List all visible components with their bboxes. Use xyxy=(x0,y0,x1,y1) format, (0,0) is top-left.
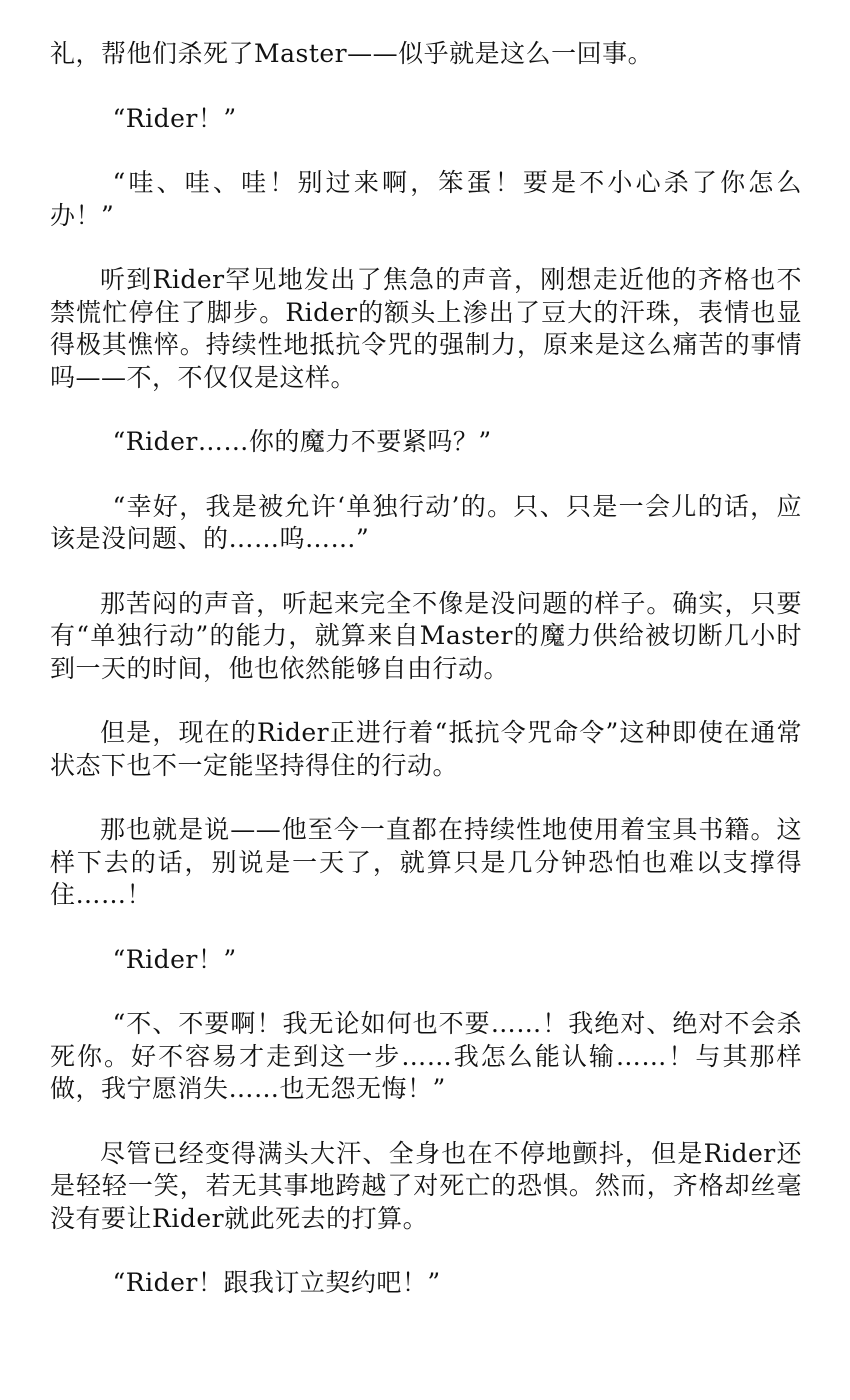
dialogue-line-2: “Rider！” xyxy=(112,103,237,133)
paragraph-8: 但是，现在的Rider正进行着“抵抗令咒命令”这种即使在通常状态下也不一定能坚持得住的行动。 xyxy=(50,718,802,780)
paragraph-9: 那也就是说——他至今一直都在持续性地使用着宝具书籍。这样下去的话，别说是一天了，就算只是几分钟恐怕也难以支撑得住……！ xyxy=(50,815,802,909)
paragraph-12: 尽管已经变得满头大汗、全身也在不停地颤抖，但是Rider还是轻轻一笑，若无其事地跨越了对死亡的恐惧。然而，齐格却丝毫没有要让Rider就此死去的打算。 xyxy=(50,1138,802,1233)
dialogue-line-6: “幸好，我是被允许‘单独行动’的。只、只是一会儿的话，应该是没问题、的……呜……” xyxy=(50,491,802,553)
paragraph-1: 礼，帮他们杀死了Master——似乎就是这么一回事。 xyxy=(50,39,654,68)
paragraph-4: 听到Rider罕见地发出了焦急的声音，刚想走近他的齐格也不禁慌忙停住了脚步。Rider的额头上渗出了豆大的汗珠，表情也显得极其憔悴。持续性地抵抗令咒的强制力，原来是这么痛苦的事情吗——不，不仅仅是这样。 xyxy=(50,265,802,392)
dialogue-line-11: “不、不要啊！我无论如何也不要……！我绝对、绝对不会杀死你。好不容易才走到这一步……我怎么能认输……！与其那样做，我宁愿消失……也无怨无悔！” xyxy=(50,1009,802,1103)
dialogue-line-3: “哇、哇、哇！别过来啊，笨蛋！要是不小心杀了你怎么办！” xyxy=(50,168,802,230)
paragraph-7: 那苦闷的声音，听起来完全不像是没问题的样子。确实，只要有“单独行动”的能力，就算来自Master的魔力供给被切断几小时到一天的时间，他也依然能够自由行动。 xyxy=(50,588,802,683)
dialogue-line-5: “Rider……你的魔力不要紧吗？” xyxy=(112,427,492,456)
dialogue-line-10: “Rider！” xyxy=(112,944,237,974)
dialogue-line-13: “Rider！跟我订立契约吧！” xyxy=(112,1268,441,1297)
document-page xyxy=(50,38,802,1332)
